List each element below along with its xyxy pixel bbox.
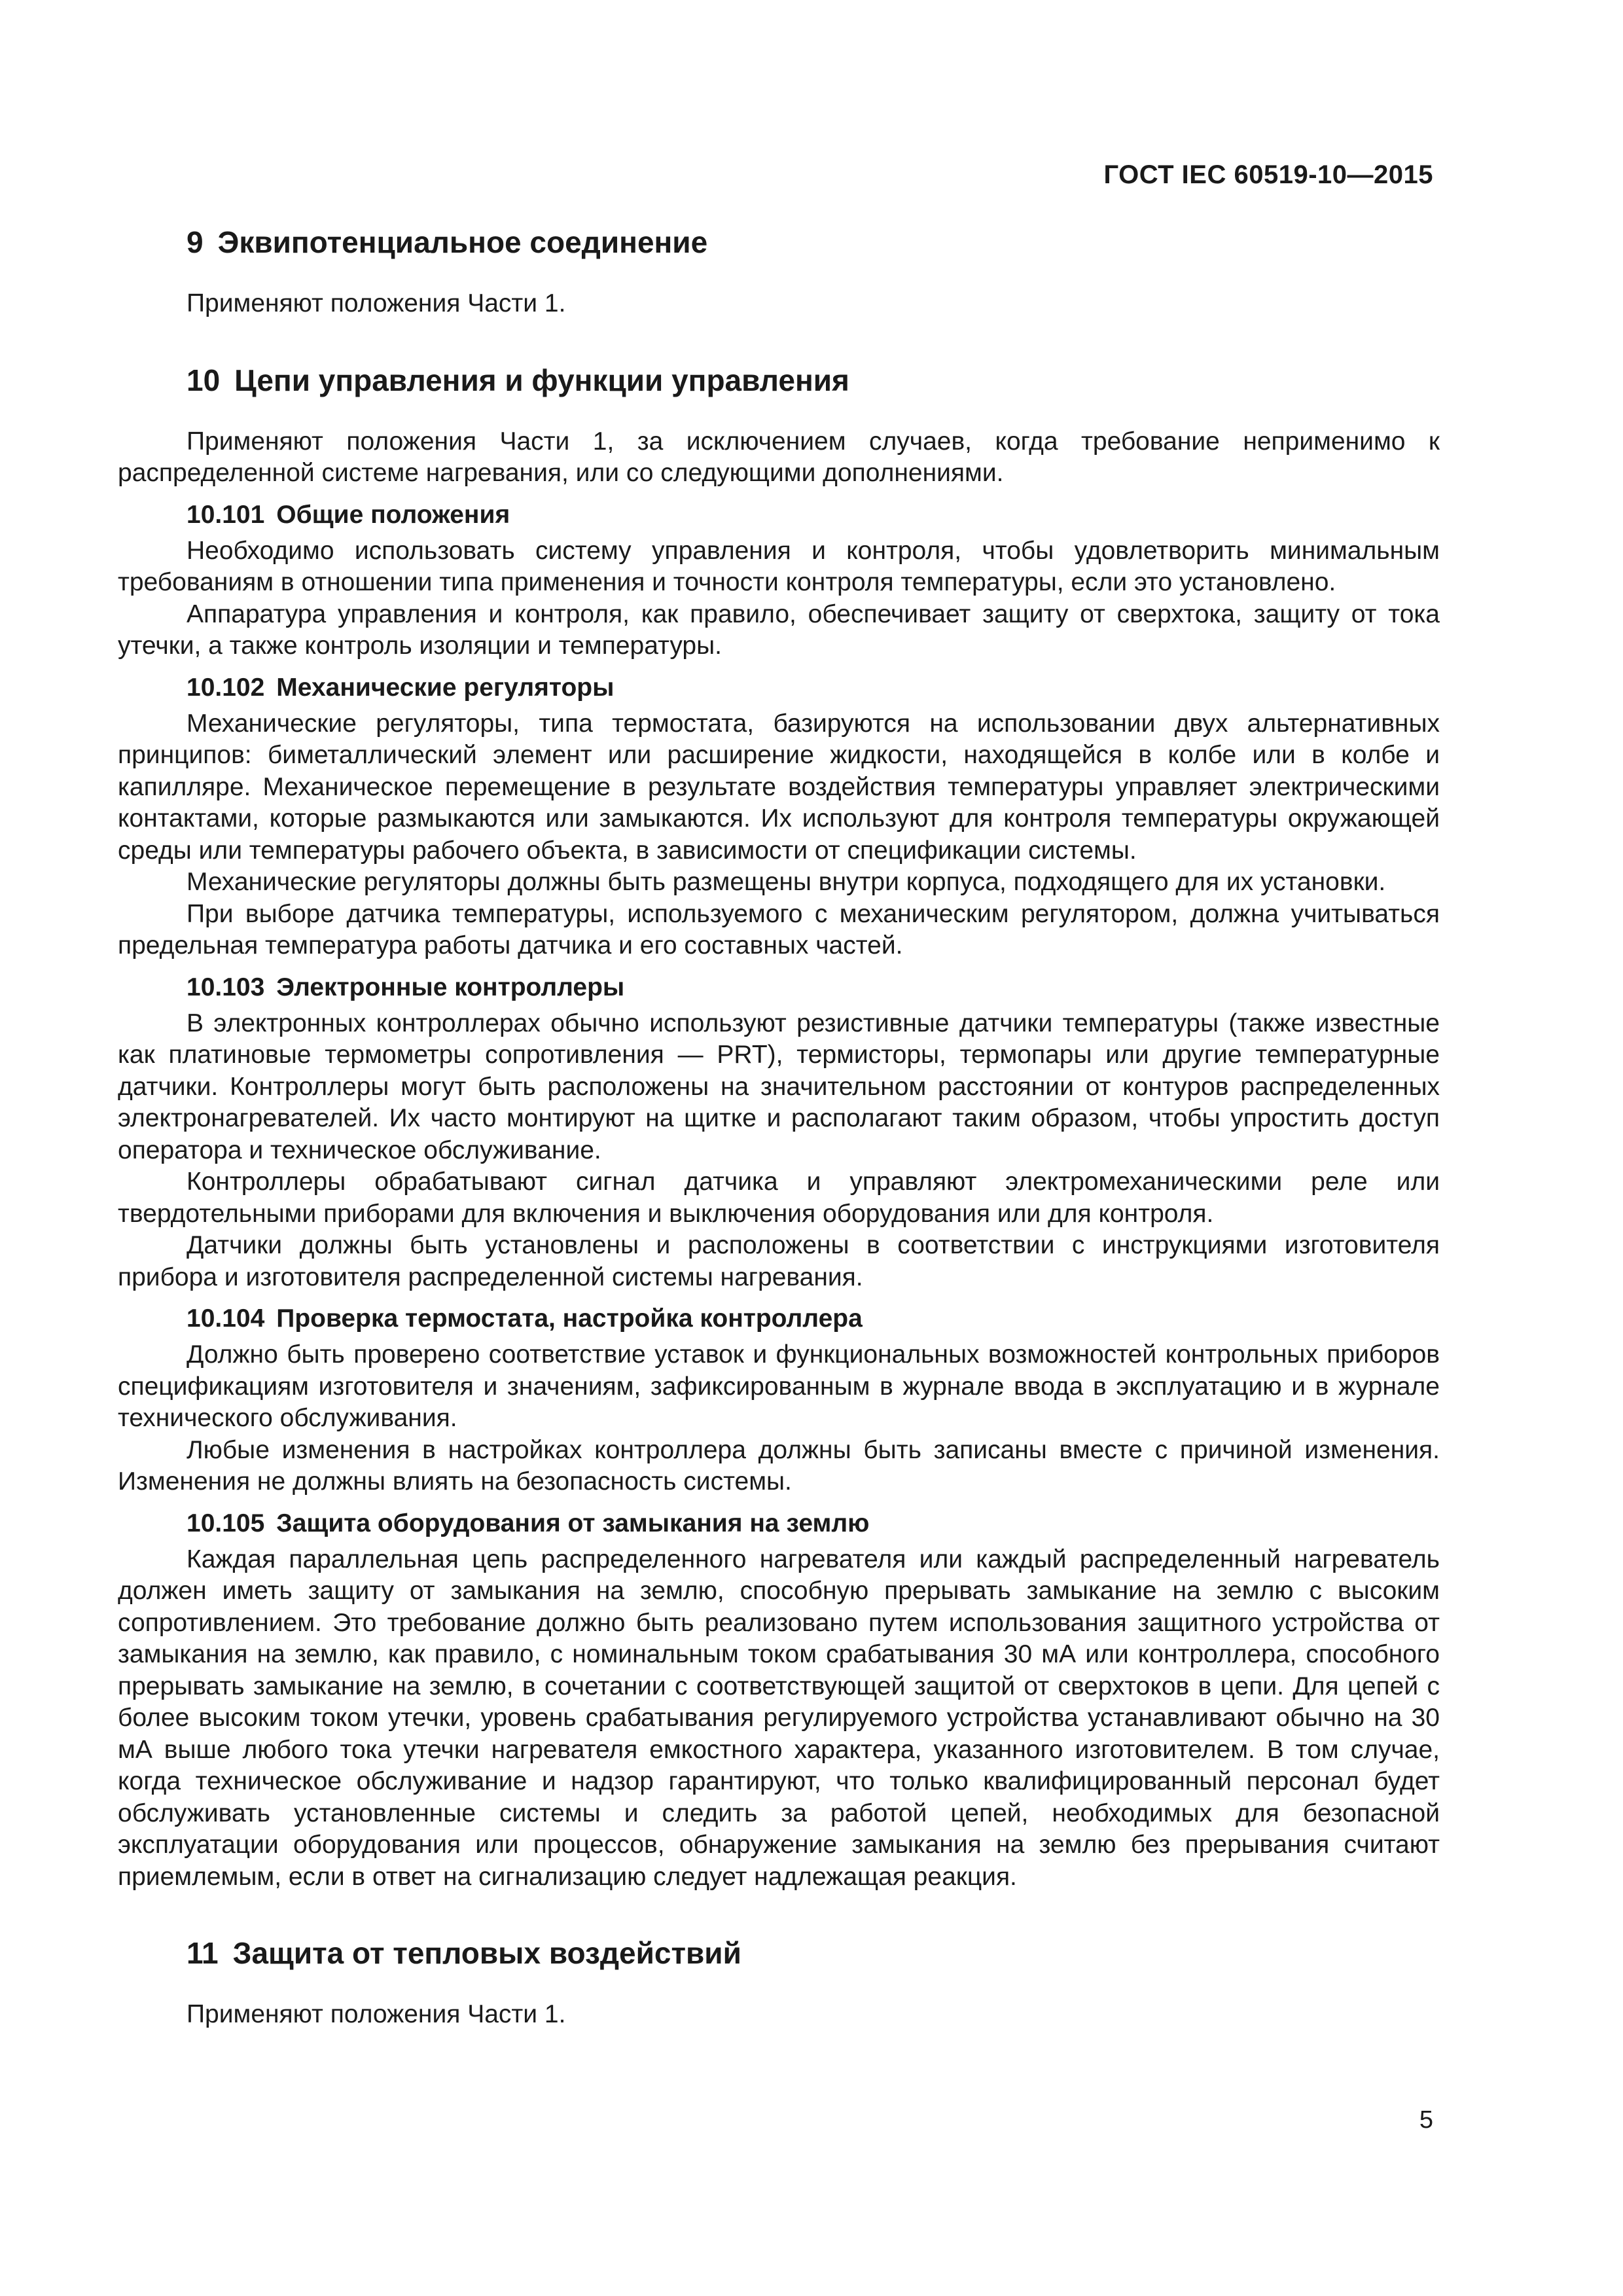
subsection-title: Механические регуляторы — [276, 673, 615, 702]
paragraph: Датчики должны быть установлены и расположены в соответствии с инструкциями изготовителя прибора и изготовителя распределенной системы нагревания. — [118, 1231, 1440, 1291]
subsection-title: Проверка термостата, настройка контроллера — [276, 1304, 863, 1333]
paragraph: Аппаратура управления и контроля, как правило, обеспечивает защиту от сверхтока, защиту от тока утечки, а также контроль изоляции и температуры. — [118, 600, 1440, 660]
section-heading — [118, 1933, 1440, 1973]
paragraph: Должно быть проверено соответствие уставок и функциональных возможностей контрольных приборов спецификациям изготовителя и значениям, зафиксированным в журнале ввода в эксплуатацию и в журнале технического обслуживания. — [118, 1340, 1440, 1432]
document-id-header: ГОСТ IEC 60519-10—2015 — [1103, 160, 1433, 189]
subsection-title: Защита оборудования от замыкания на землю — [276, 1509, 870, 1537]
subsection-title: Электронные контроллеры — [276, 973, 625, 1001]
paragraph: При выборе датчика температуры, используемого с механическим регулятором, должна учитываться предельная температура работы датчика и его составных частей. — [118, 899, 1440, 960]
subsection-heading — [118, 672, 1440, 704]
paragraph: Применяют положения Части 1. — [187, 289, 566, 317]
paragraph: Необходимо использовать систему управления и контроля, чтобы удовлетворить минимальным требованиям в отношении типа применения и точности контроля температуры, если это установлено. — [118, 536, 1440, 596]
subsection-heading — [118, 971, 1440, 1004]
paragraph: Механические регуляторы, типа термостата, базируются на использовании двух альтернативных принципов: биметаллический элемент или расширение жидкости, находящейся в колбе или в колбе и капилляре. Механическое перемещение в результате воздействия температуры управляет электрическими контактами, которые размыкаются или замыкаются. Их используют для контроля температуры окружающей среды или температуры рабочего объекта, в зависимости от спецификации системы. — [118, 709, 1440, 865]
paragraph: Применяют положения Части 1. — [187, 2000, 566, 2028]
section-title: Эквипотенциальное соединение — [217, 225, 708, 259]
section-title: Цепи управления и функции управления — [234, 363, 849, 397]
section-heading — [118, 223, 1440, 262]
paragraph: Применяют положения Части 1, за исключением случаев, когда требование неприменимо к распределенной системе нагревания, или со следующими дополнениями. — [118, 427, 1440, 487]
subsection-heading — [118, 1302, 1440, 1335]
section-number: 9 — [187, 225, 204, 259]
subsection-10-102 — [118, 672, 1440, 962]
subsection-number: 10.105 — [187, 1509, 265, 1537]
section-number: 11 — [187, 1936, 219, 1970]
subsection-number: 10.101 — [187, 500, 265, 529]
subsection-number: 10.103 — [187, 973, 265, 1001]
paragraph: В электронных контроллерах обычно используют резистивные датчики температуры (также известные как платиновые термометры сопротивления — PRT), термисторы, термопары или другие температурные датчики. Контроллеры могут быть расположены на значительном расстоянии от контуров распределенных электронагревателей. Их часто монтируют на щитке и располагают таким образом, чтобы упростить доступ оператора и техническое обслуживание. — [118, 1009, 1440, 1164]
section-9 — [118, 223, 1440, 320]
subsection-heading — [118, 499, 1440, 531]
section-11 — [118, 1933, 1440, 2031]
paragraph: Каждая параллельная цепь распределенного нагревателя или каждый распределенный нагреватель должен иметь защиту от замыкания на землю, способную прерывать замыкание на землю с высоким сопротивлением. Это требование должно быть реализовано путем использования защитного устройства от замыкания на землю, как правило, с номинальным током срабатывания 30 мА или контроллера, способного прерывать замыкание на землю, в сочетании с соответствующей защитой от сверхтоков в цепи. Для цепей с более высоким током утечки, уровень срабатывания регулируемого устройства устанавливают обычно на 30 мА выше любого тока утечки нагревателя емкостного характера, указанного изготовителем. В том случае, когда техническое обслуживание и надзор гарантируют, что только квалифицированный персонал будет обслуживать установленные системы и следить за работой цепей, необходимых для безопасной эксплуатации оборудования или процессов, обнаружение замыкания на землю без прерывания считают приемлемым, если в ответ на сигнализацию следует надлежащая реакция. — [118, 1545, 1440, 1891]
paragraph: Контроллеры обрабатывают сигнал датчика и управляют электромеханическими реле или твердотельными приборами для включения и выключения оборудования или для контроля. — [118, 1168, 1440, 1228]
section-number: 10 — [187, 363, 221, 397]
subsection-10-104 — [118, 1302, 1440, 1498]
document-body — [118, 223, 1440, 2072]
paragraph: Любые изменения в настройках контроллера должны быть записаны вместе с причиной изменения. Изменения не должны влиять на безопасность системы. — [118, 1435, 1440, 1496]
subsection-10-103 — [118, 971, 1440, 1294]
section-title: Защита от тепловых воздействий — [232, 1936, 741, 1970]
subsection-title: Общие положения — [276, 500, 510, 529]
subsection-10-101 — [118, 499, 1440, 662]
section-heading — [118, 361, 1440, 400]
subsection-heading — [118, 1507, 1440, 1540]
subsection-10-105 — [118, 1507, 1440, 1893]
subsection-number: 10.104 — [187, 1304, 265, 1333]
subsection-number: 10.102 — [187, 673, 265, 702]
page-number: 5 — [1419, 2106, 1433, 2134]
paragraph: Механические регуляторы должны быть размещены внутри корпуса, подходящего для их установки. — [187, 868, 1386, 896]
section-10 — [118, 361, 1440, 1893]
